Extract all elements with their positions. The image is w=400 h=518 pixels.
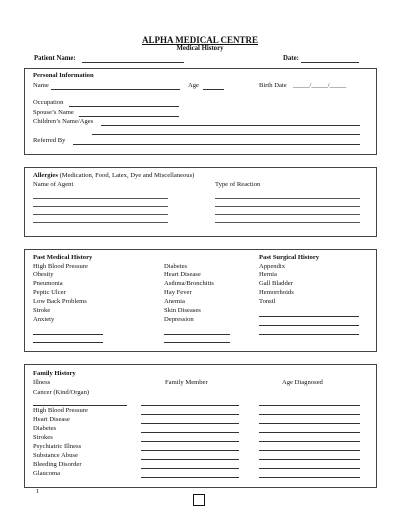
allergies-heading — [33, 172, 194, 180]
children-label: Children’s Name/Ages — [33, 118, 94, 125]
illness-column-label: Illness — [33, 379, 51, 386]
reaction-row-2[interactable] — [215, 206, 360, 207]
agent-row-3[interactable] — [33, 214, 168, 215]
medical-item: Depression — [164, 316, 194, 323]
occupation-label: Occupation — [33, 99, 64, 106]
family-member-field[interactable] — [141, 459, 239, 460]
surgical-blank-2[interactable] — [259, 325, 359, 326]
family-member-field[interactable] — [141, 477, 239, 478]
cancer-label: Cancer (Kind/Organ) — [33, 389, 90, 396]
family-item: Diabetes — [33, 425, 57, 432]
agent-row-2[interactable] — [33, 206, 168, 207]
referred-by-label: Referred By — [33, 137, 66, 144]
birth-date-field[interactable]: _____/_____/_____ — [293, 82, 347, 89]
age-diagnosed-field[interactable] — [259, 459, 360, 460]
medical-item: Peptic Ulcer — [33, 289, 66, 296]
age-diagnosed-field[interactable] — [259, 468, 360, 469]
medical-blank-1[interactable] — [33, 334, 103, 335]
family-item: Bleeding Disorder — [33, 461, 82, 468]
cancer-age-field[interactable] — [259, 405, 360, 406]
birth-date-label: Birth Date — [259, 82, 287, 89]
family-item: Glaucoma — [33, 470, 61, 477]
agent-column-label: Name of Agent — [33, 181, 74, 188]
reaction-row-4[interactable] — [215, 222, 360, 223]
children-field-extra[interactable] — [92, 134, 360, 135]
family-member-field[interactable] — [141, 414, 239, 415]
checkbox-square[interactable] — [193, 494, 205, 506]
form-subtitle: Medical History — [176, 45, 224, 52]
age-diagnosed-field[interactable] — [259, 414, 360, 415]
family-history-heading: Family History — [33, 370, 76, 377]
patient-name-field[interactable] — [82, 62, 184, 63]
agent-row-4[interactable] — [33, 222, 168, 223]
agent-row-1[interactable] — [33, 198, 168, 199]
referred-by-field[interactable] — [73, 144, 360, 145]
medical-item: High Blood Pressure — [33, 263, 88, 270]
family-member-field[interactable] — [141, 432, 239, 433]
allergies-heading-title: Allergies — [33, 172, 58, 179]
surgical-item: Appendix — [259, 263, 286, 270]
surgical-item: Gall Bladder — [259, 280, 293, 287]
surgical-history-heading: Past Surgical History — [259, 254, 320, 261]
medical-item: Hay Fever — [164, 289, 192, 296]
medical-item: Low Back Problems — [33, 298, 87, 305]
medical-item: Diabetes — [164, 263, 188, 270]
medical-item: Stroke — [33, 307, 51, 314]
spouse-name-field[interactable] — [79, 116, 179, 117]
family-item: Heart Disease — [33, 416, 70, 423]
personal-information-heading: Personal Information — [33, 72, 94, 79]
surgical-blank-3[interactable] — [259, 334, 359, 335]
family-item: High Blood Pressure — [33, 407, 88, 414]
medical-blank-4[interactable] — [164, 342, 230, 343]
occupation-field[interactable] — [69, 106, 179, 107]
medical-item: Obesity — [33, 271, 54, 278]
surgical-item: Hemorrhoids — [259, 289, 294, 296]
surgical-blank-1[interactable] — [259, 316, 359, 317]
page-number: 1 — [36, 488, 40, 495]
medical-item: Anxiety — [33, 316, 55, 323]
family-item: Strokes — [33, 434, 53, 441]
age-diagnosed-field[interactable] — [259, 441, 360, 442]
form-title: ALPHA MEDICAL CENTRE — [141, 35, 258, 45]
allergies-heading-note: (Medication, Food, Latex, Dye and Miscellaneous) — [59, 172, 195, 179]
medical-blank-3[interactable] — [33, 342, 103, 343]
age-diagnosed-field[interactable] — [259, 477, 360, 478]
date-label: Date: — [283, 55, 299, 62]
family-member-column-label: Family Member — [165, 379, 208, 386]
spouse-name-label: Spouse’s Name — [33, 109, 74, 116]
name-label: Name — [33, 82, 49, 89]
reaction-row-1[interactable] — [215, 198, 360, 199]
medical-blank-2[interactable] — [164, 334, 230, 335]
cancer-field[interactable] — [33, 405, 127, 406]
patient-name-label: Patient Name: — [34, 55, 76, 62]
medical-item: Heart Disease — [164, 271, 201, 278]
surgical-item: Hernia — [259, 271, 277, 278]
age-diagnosed-field[interactable] — [259, 432, 360, 433]
medical-item: Asthma/Bronchitis — [164, 280, 214, 287]
reaction-row-3[interactable] — [215, 214, 360, 215]
age-diagnosed-column-label: Age Diagnosed — [282, 379, 323, 386]
date-field[interactable] — [301, 62, 359, 63]
cancer-member-field[interactable] — [141, 405, 239, 406]
age-label: Age — [188, 82, 199, 89]
reaction-column-label: Type of Reaction — [215, 181, 261, 188]
name-field[interactable] — [51, 89, 180, 90]
surgical-item: Tonsil — [259, 298, 276, 305]
medical-item: Pneumonia — [33, 280, 63, 287]
family-member-field[interactable] — [141, 441, 239, 442]
age-diagnosed-field[interactable] — [259, 450, 360, 451]
medical-item: Anemia — [164, 298, 185, 305]
family-item: Substance Abuse — [33, 452, 78, 459]
medical-item: Skin Diseases — [164, 307, 201, 314]
family-member-field[interactable] — [141, 468, 239, 469]
family-member-field[interactable] — [141, 450, 239, 451]
children-field[interactable] — [101, 125, 360, 126]
age-diagnosed-field[interactable] — [259, 423, 360, 424]
medical-history-heading: Past Medical History — [33, 254, 93, 261]
age-field[interactable] — [203, 89, 224, 90]
family-member-field[interactable] — [141, 423, 239, 424]
family-item: Psychiatric Illness — [33, 443, 82, 450]
